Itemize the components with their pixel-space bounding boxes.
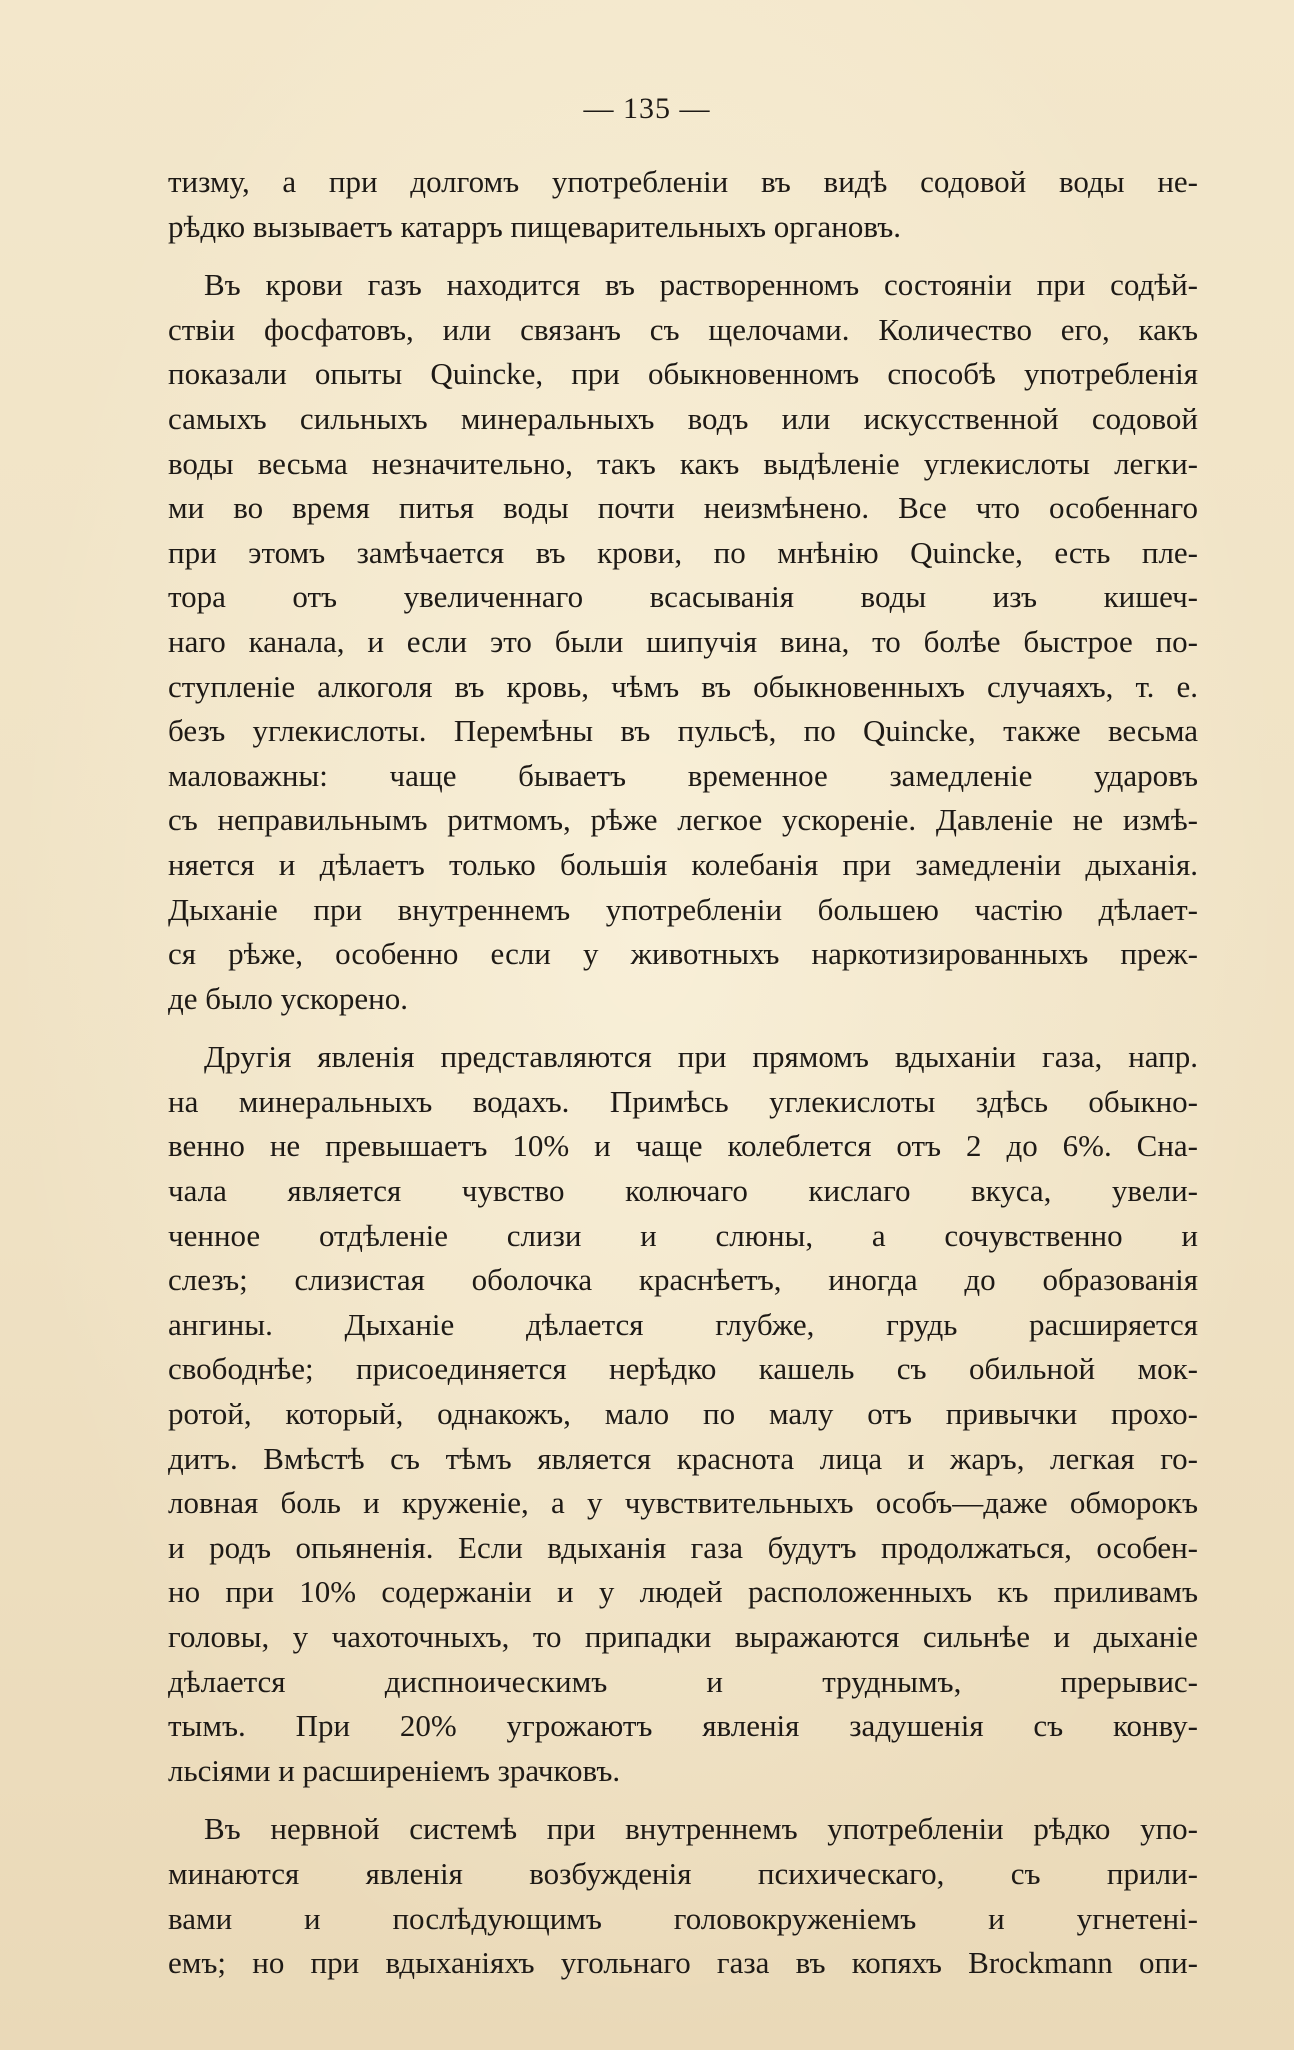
text-line: вами и послѣдующимъ головокруженіемъ и угнетені- <box>168 1900 1198 1936</box>
text-line: емъ; но при вдыханіяхъ угольнаго газа въ копяхъ Brockmann опи- <box>168 1945 1198 1981</box>
text-line: ротой, который, однакожъ, мало по малу отъ привычки прохо- <box>168 1396 1198 1432</box>
text-line: Въ крови газъ находится въ растворенномъ состояніи при содѣй- <box>204 267 1198 303</box>
text-line: ми во время питья воды почти неизмѣнено. Все что особеннаго <box>168 490 1198 526</box>
text-line: ся рѣже, особенно если у животныхъ наркотизированныхъ преж- <box>168 936 1198 972</box>
text-line: де было ускорено. <box>168 980 408 1016</box>
text-line: тизму, а при долгомъ употребленіи въ видѣ содовой воды не- <box>168 164 1198 199</box>
text-line: дѣлается диспноическимъ и труднымъ, прерывис- <box>168 1663 1198 1699</box>
text-line: рѣдко вызываетъ катарръ пищеварительныхъ органовъ. <box>168 208 901 244</box>
text-line: воды весьма незначительно, такъ какъ выдѣленіе углекислоты легки- <box>168 445 1198 481</box>
text-line: но при 10% содержаніи и у людей расположенныхъ къ приливамъ <box>168 1574 1198 1610</box>
text-line: самыхъ сильныхъ минеральныхъ водъ или искусственной содовой <box>168 400 1198 436</box>
text-line: и родъ опьяненія. Если вдыханія газа будутъ продолжаться, особен- <box>168 1529 1198 1565</box>
text-line: ченное отдѣленіе слизи и слюны, а сочувственно и <box>168 1217 1198 1253</box>
text-line: тора отъ увеличеннаго всасыванія воды изъ кишеч- <box>168 579 1198 615</box>
text-line: при этомъ замѣчается въ крови, по мнѣнію Quincke, есть пле- <box>168 534 1198 570</box>
text-line: маловажны: чаще бываетъ временное замедленіе ударовъ <box>168 757 1198 793</box>
text-line: ствіи фосфатовъ, или связанъ съ щелочами. Количество его, какъ <box>168 311 1198 347</box>
text-line: няется и дѣлаетъ только большія колебанія при замедленіи дыханія. <box>168 846 1198 882</box>
text-line: наго канала, и если это были шипучія вина, то болѣе быстрое по- <box>168 623 1198 659</box>
text-line: венно не превышаетъ 10% и чаще колеблется отъ 2 до 6%. Сна- <box>168 1128 1198 1164</box>
text-line: слезъ; слизистая оболочка краснѣетъ, иногда до образованія <box>168 1262 1198 1298</box>
text-line: головы, у чахоточныхъ, то припадки выражаются сильнѣе и дыханіе <box>168 1619 1198 1654</box>
text-line: дитъ. Вмѣстѣ съ тѣмъ является краснота лица и жаръ, легкая го- <box>168 1440 1198 1476</box>
text-line: показали опыты Quincke, при обыкновенномъ способѣ употребленія <box>168 356 1198 392</box>
text-line: Другія явленія представляются при прямомъ вдыханіи газа, напр. <box>204 1039 1198 1075</box>
text-line: свободнѣе; присоединяется нерѣдко кашель съ обильной мок- <box>168 1351 1198 1387</box>
text-line: ступленіе алкоголя въ кровь, чѣмъ въ обыкновенныхъ случаяхъ, т. е. <box>168 668 1198 704</box>
body-text <box>168 160 1198 1986</box>
text-line: съ неправильнымъ ритмомъ, рѣже легкое ускореніе. Давленіе не измѣ- <box>168 802 1198 838</box>
text-line: безъ углекислоты. Перемѣны въ пульсѣ, по Quincke, также весьма <box>168 713 1198 749</box>
text-line: чала является чувство колючаго кислаго вкуса, увели- <box>168 1173 1198 1209</box>
text-line: Дыханіе при внутреннемъ употребленіи большею частію дѣлает- <box>168 891 1198 927</box>
text-line: минаются явленія возбужденія психическаго, съ прили- <box>168 1855 1198 1891</box>
text-line: тымъ. При 20% угрожаютъ явленія задушенія съ конву- <box>168 1708 1198 1744</box>
text-line: ангины. Дыханіе дѣлается глубже, грудь расширяется <box>168 1306 1198 1342</box>
text-line: льсіями и расширеніемъ зрачковъ. <box>168 1752 621 1788</box>
text-line: ловная боль и круженіе, а у чувствительныхъ особъ—даже обморокъ <box>168 1485 1198 1521</box>
text-line: на минеральныхъ водахъ. Примѣсь углекислоты здѣсь обыкно- <box>168 1083 1198 1119</box>
text-line: Въ нервной системѣ при внутреннемъ употребленіи рѣдко упо- <box>204 1811 1198 1847</box>
page-number: — 135 — <box>583 92 711 125</box>
